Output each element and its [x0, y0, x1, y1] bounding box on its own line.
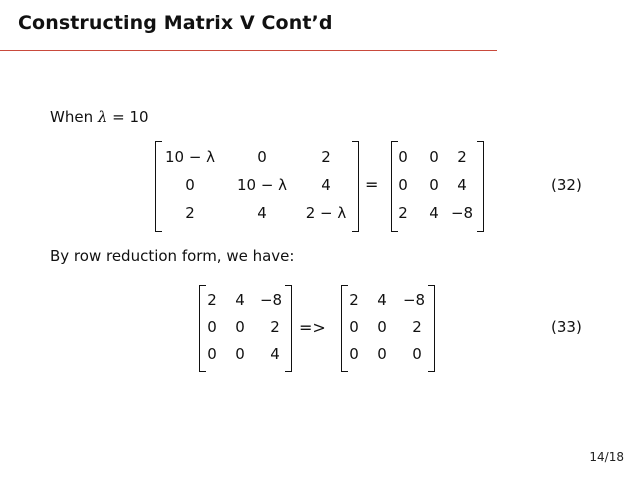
matrix-cell: 0 [257, 148, 267, 166]
matrix-cell: 0 [377, 318, 387, 336]
slide-title: Constructing Matrix V Cont’d [18, 12, 333, 34]
matrix-cell: 0 [207, 318, 217, 336]
matrix-cell: 0 [412, 345, 422, 363]
matrix-cell: 2 [207, 291, 217, 309]
matrix-cell: 0 [377, 345, 387, 363]
right-bracket [428, 285, 435, 372]
right-bracket [285, 285, 292, 372]
equation-number: (32) [551, 176, 582, 194]
step1-intro-text: When [50, 108, 98, 126]
left-bracket [341, 285, 348, 372]
matrix-cell: 4 [257, 204, 267, 222]
matrix-cell: 0 [207, 345, 217, 363]
matrix-cell: −8 [259, 291, 283, 309]
matrix-cell: 4 [429, 204, 439, 222]
step1-intro [50, 108, 149, 126]
title-divider [0, 50, 497, 51]
matrix-cell: 2 [457, 148, 467, 166]
implies-arrow: => [299, 318, 326, 337]
matrix-cell: 2 [398, 204, 408, 222]
matrix-cell: −8 [450, 204, 474, 222]
matrix-cell: 2 [349, 291, 359, 309]
matrix-cell: 2 − λ [305, 204, 347, 222]
matrix-cell: 0 [185, 176, 195, 194]
right-bracket [352, 141, 359, 232]
right-bracket [477, 141, 484, 232]
matrix-cell: 0 [398, 176, 408, 194]
matrix-cell: 0 [235, 345, 245, 363]
page-number: 14/18 [589, 450, 624, 464]
matrix-cell: −8 [402, 291, 426, 309]
matrix-cell: 0 [349, 318, 359, 336]
matrix-cell: 0 [429, 176, 439, 194]
matrix-cell: 4 [457, 176, 467, 194]
matrix-cell: 4 [321, 176, 331, 194]
left-bracket [391, 141, 398, 232]
matrix-cell: 10 − λ [236, 176, 288, 194]
matrix-cell: 10 − λ [164, 148, 216, 166]
left-bracket [199, 285, 206, 372]
matrix-cell: 0 [235, 318, 245, 336]
lambda-symbol: λ [97, 108, 108, 126]
equals-sign: = [365, 175, 379, 194]
matrix-cell: 4 [377, 291, 387, 309]
matrix-cell: 4 [270, 345, 280, 363]
matrix-cell: 2 [321, 148, 331, 166]
matrix-cell: 4 [235, 291, 245, 309]
equation-number: (33) [551, 318, 582, 336]
matrix-cell: 0 [398, 148, 408, 166]
left-bracket [155, 141, 162, 232]
matrix-cell: 2 [412, 318, 422, 336]
matrix-cell: 0 [429, 148, 439, 166]
matrix-cell: 2 [185, 204, 195, 222]
matrix-cell: 2 [270, 318, 280, 336]
step2-intro: By row reduction form, we have: [50, 247, 295, 265]
step1-intro-value: = 10 [107, 108, 149, 126]
matrix-cell: 0 [349, 345, 359, 363]
